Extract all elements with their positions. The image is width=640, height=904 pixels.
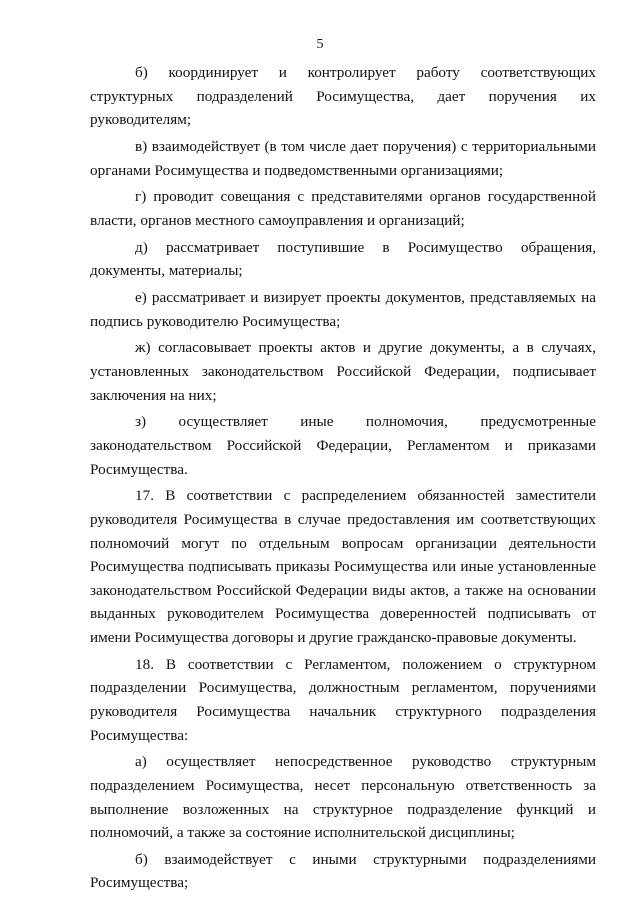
paragraph-d-reviews-appeals: д) рассматривает поступившие в Росимущество обращения, документы, материалы; xyxy=(90,238,596,280)
paragraph-b-interacts-departments: б) взаимодействует с иными структурными подразделениями Росимущества; xyxy=(90,850,596,892)
paragraph-18-department-head: 18. В соответствии с Регламентом, положением о структурном подразделении Росимущества, должностным регламентом, поручениями руководителя Росимущества начальник структурного подразделения Росимущества: xyxy=(90,655,596,744)
page-number: 5 xyxy=(316,37,324,52)
paragraph-v-interacts: в) взаимодействует (в том числе дает поручения) с территориальными органами Росимущества и подведомственными организациями; xyxy=(90,137,596,179)
paragraph-b-coordinates: б) координирует и контролирует работу соответствующих структурных подразделений Росимущества, дает поручения их руководителям; xyxy=(90,64,596,129)
paragraph-zh-approves: ж) согласовывает проекты актов и другие документы, а в случаях, установленных законодательством Российской Федерации, подписывает заключения на них; xyxy=(90,339,596,404)
paragraph-a-direct-management: а) осуществляет непосредственное руководство структурным подразделением Росимущества, несет персональную ответственность за выполнение возложенных на структурное подразделение функций и полномочий, а также за состояние исполнительской дисциплины; xyxy=(90,753,596,842)
document-body xyxy=(90,61,596,898)
paragraph-e-reviews-drafts: е) рассматривает и визирует проекты документов, представляемых на подпись руководителю Росимущества; xyxy=(90,289,596,330)
paragraph-z-other-powers: з) осуществляет иные полномочия, предусмотренные законодательством Российской Федерации, Регламентом и приказами Росимущества. xyxy=(90,413,596,478)
paragraph-g-meetings: г) проводит совещания с представителями органов государственной власти, органов местного самоуправления и организаций; xyxy=(90,188,596,229)
paragraph-17-deputies: 17. В соответствии с распределением обязанностей заместители руководителя Росимущества в случае предоставления им соответствующих полномочий могут по отдельным вопросам организации деятельности Росимущества подписывать приказы Росимущества или иные установленные законодательством Российской Федерации виды актов, а также на основании выданных руководителем Росимущества доверенностей подписывать от имени Росимущества договоры и другие гражданско-правовые документы. xyxy=(90,487,596,646)
